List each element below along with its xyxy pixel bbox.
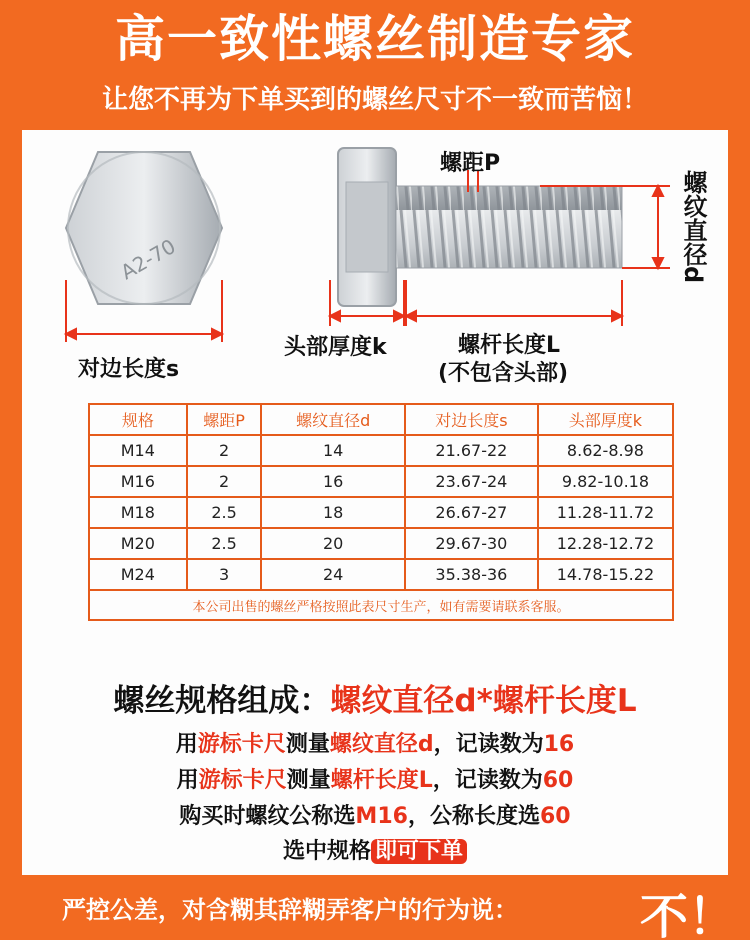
table-cell: 12.28-12.72	[538, 528, 673, 559]
highlight: 16	[543, 732, 575, 757]
table-cell: 2	[187, 466, 262, 497]
table-cell: 16	[261, 466, 404, 497]
content-card	[22, 130, 728, 875]
across-flats-label: 对边长度s	[78, 357, 180, 382]
table-cell: 14	[261, 435, 404, 466]
formula-prefix: 螺丝规格组成：	[113, 683, 331, 719]
highlight: 螺杆长度L	[330, 768, 433, 793]
table-cell: M14	[89, 435, 187, 466]
text: 测量	[286, 768, 331, 793]
footer-banner	[0, 878, 750, 940]
formula-value: 螺纹直径d*螺杆长度L	[330, 683, 637, 719]
hex-head-end-view	[66, 152, 222, 304]
table-header-cell: 头部厚度k	[538, 404, 673, 435]
footer-text: 严控公差，对含糊其辞糊弄客户的行为说：	[62, 896, 518, 924]
page-title: 高一致性螺丝制造专家	[115, 10, 635, 68]
table-cell: 35.38-36	[405, 559, 538, 590]
table-cell: 20	[261, 528, 404, 559]
highlight: 60	[539, 804, 571, 829]
shank-length-label: 螺杆长度L	[458, 333, 561, 358]
table-cell: 2.5	[187, 497, 262, 528]
table-cell: M16	[89, 466, 187, 497]
text: 选中规格	[282, 839, 371, 864]
highlight: 游标卡尺	[197, 732, 286, 757]
instruction-line-1	[22, 727, 728, 758]
table-header-cell: 规格	[89, 404, 187, 435]
text: 用	[175, 732, 198, 757]
instruction-line-4	[22, 834, 728, 865]
table-row	[89, 559, 673, 590]
table-header-cell: 螺纹直径d	[261, 404, 404, 435]
table-note-row	[89, 590, 673, 620]
spec-formula	[22, 675, 728, 720]
table-cell: 2	[187, 435, 262, 466]
highlight: 60	[542, 768, 574, 793]
highlight: M16	[355, 804, 408, 829]
table-cell: M20	[89, 528, 187, 559]
table-note: 本公司出售的螺丝严格按照此表尺寸生产，如有需要请联系客服。	[89, 590, 673, 620]
table-cell: 18	[261, 497, 404, 528]
table-row	[89, 466, 673, 497]
table-cell: 8.62-8.98	[538, 435, 673, 466]
spec-table	[88, 403, 674, 621]
table-row	[89, 528, 673, 559]
table-cell: 26.67-27	[405, 497, 538, 528]
thread-diameter-label: 螺纹直径d	[679, 170, 707, 284]
head-marking: A2-70	[116, 234, 180, 285]
table-cell: 2.5	[187, 528, 262, 559]
pitch-label: 螺距P	[440, 151, 501, 176]
table-cell: 23.67-24	[405, 466, 538, 497]
table-cell: 21.67-22	[405, 435, 538, 466]
bolt-diagram	[22, 130, 728, 390]
table-cell: M24	[89, 559, 187, 590]
table-cell: 11.28-11.72	[538, 497, 673, 528]
text: ，公称长度选	[407, 804, 540, 829]
table-row	[89, 497, 673, 528]
table-header-cell: 螺距P	[187, 404, 262, 435]
table-header-cell: 对边长度s	[405, 404, 538, 435]
table-cell: 3	[187, 559, 262, 590]
table-header-row	[89, 404, 673, 435]
page-subtitle: 让您不再为下单买到的螺丝尺寸不一致而苦恼！	[101, 85, 648, 115]
text: 用	[176, 768, 199, 793]
table-cell: M18	[89, 497, 187, 528]
table-cell: 14.78-15.22	[538, 559, 673, 590]
table-cell: 29.67-30	[405, 528, 538, 559]
text: 测量	[285, 732, 330, 757]
text: 购买时螺纹公称选	[179, 804, 356, 829]
table-cell: 24	[261, 559, 404, 590]
order-badge: 即可下单	[371, 839, 467, 864]
table-row	[89, 435, 673, 466]
instruction-line-2	[22, 763, 728, 794]
shank-note-label: (不包含头部)	[438, 361, 569, 386]
footer-emphasis: 不！	[640, 889, 737, 940]
text: ，记读数为	[433, 732, 544, 757]
shank-length-dimension	[406, 280, 622, 326]
highlight: 游标卡尺	[198, 768, 287, 793]
head-thickness-label: 头部厚度k	[284, 335, 387, 360]
table-cell: 9.82-10.18	[538, 466, 673, 497]
instruction-line-3	[22, 799, 728, 830]
text: ，记读数为	[432, 768, 543, 793]
highlight: 螺纹直径d	[329, 732, 434, 757]
